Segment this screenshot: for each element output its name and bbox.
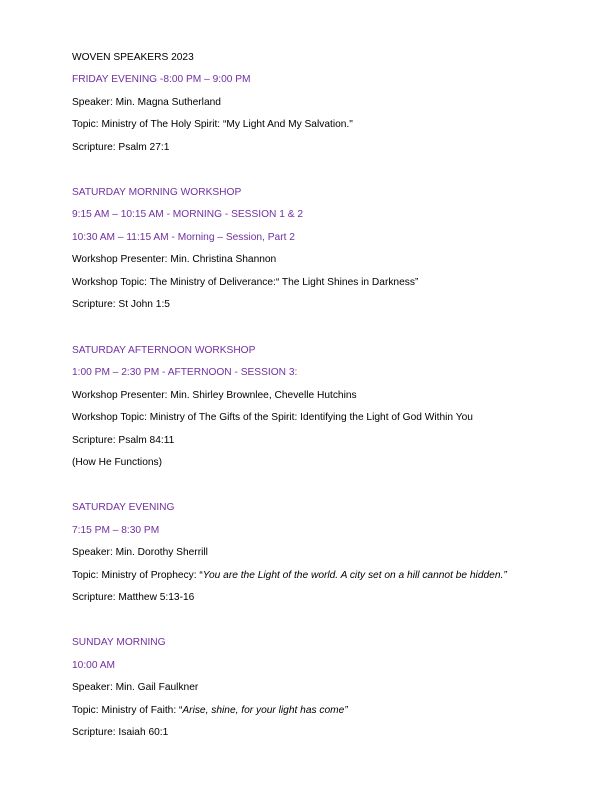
saturday-morning-scripture: Scripture: St John 1:5	[72, 299, 170, 310]
sunday-morning-heading: SUNDAY MORNING	[72, 637, 166, 648]
saturday-evening-heading: SATURDAY EVENING	[72, 502, 175, 513]
sunday-morning-scripture: Scripture: Isaiah 60:1	[72, 727, 169, 738]
saturday-afternoon-scripture: Scripture: Psalm 84:11	[72, 435, 175, 446]
sunday-morning-topic	[72, 704, 348, 718]
saturday-evening-speaker: Speaker: Min. Dorothy Sherrill	[72, 547, 208, 558]
saturday-evening-topic-label: Topic: Ministry of Prophecy: “	[72, 570, 203, 581]
saturday-evening-scripture: Scripture: Matthew 5:13-16	[72, 592, 195, 603]
sunday-morning-topic-label: Topic: Ministry of Faith: “	[72, 705, 183, 716]
sunday-morning-topic-quote: Arise, shine, for your light has come”	[182, 705, 348, 716]
saturday-afternoon-presenter: Workshop Presenter: Min. Shirley Brownlee, Chevelle Hutchins	[72, 390, 357, 401]
saturday-afternoon-session: 1:00 PM – 2:30 PM - AFTERNOON - SESSION 3:	[72, 367, 298, 378]
saturday-morning-session-1: 9:15 AM – 10:15 AM - MORNING - SESSION 1 & 2	[72, 209, 303, 220]
saturday-afternoon-heading: SATURDAY AFTERNOON WORKSHOP	[72, 345, 256, 356]
friday-scripture: Scripture: Psalm 27:1	[72, 142, 170, 153]
saturday-morning-heading: SATURDAY MORNING WORKSHOP	[72, 187, 242, 198]
sunday-morning-speaker: Speaker: Min. Gail Faulkner	[72, 682, 199, 693]
saturday-morning-presenter: Workshop Presenter: Min. Christina Shannon	[72, 254, 277, 265]
friday-heading: FRIDAY EVENING -8:00 PM – 9:00 PM	[72, 74, 251, 85]
friday-speaker: Speaker: Min. Magna Sutherland	[72, 97, 221, 108]
saturday-evening-topic-quote: You are the Light of the world. A city set on a hill cannot be hidden.”	[202, 570, 507, 581]
saturday-afternoon-note: (How He Functions)	[72, 457, 163, 468]
friday-topic: Topic: Ministry of The Holy Spirit: “My Light And My Salvation."	[72, 119, 353, 130]
saturday-evening-time: 7:15 PM – 8:30 PM	[72, 525, 160, 536]
saturday-evening-topic	[72, 569, 507, 583]
sunday-morning-time: 10:00 AM	[72, 660, 116, 671]
document-title: WOVEN SPEAKERS 2023	[72, 52, 194, 63]
saturday-morning-session-2: 10:30 AM – 11:15 AM - Morning – Session, Part 2	[72, 232, 295, 243]
saturday-morning-topic: Workshop Topic: The Ministry of Deliverance:“ The Light Shines in Darkness”	[72, 277, 419, 288]
saturday-afternoon-topic: Workshop Topic: Ministry of The Gifts of the Spirit: Identifying the Light of God Within You	[72, 412, 473, 423]
